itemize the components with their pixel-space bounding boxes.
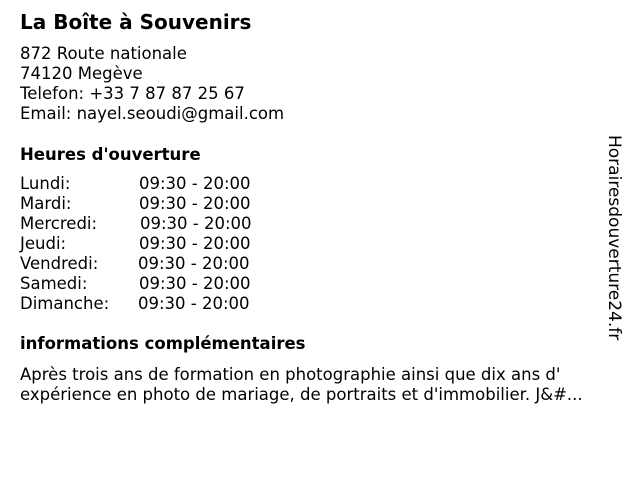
hours-time: 09:30 - 20:00 <box>139 194 251 213</box>
hours-time: 09:30 - 20:00 <box>138 294 250 313</box>
email-address: Email: nayel.seoudi@gmail.com <box>20 104 285 123</box>
hours-time: 09:30 - 20:00 <box>139 234 251 253</box>
hours-day: Jeudi: <box>20 234 67 253</box>
hours-time: 09:30 - 20:00 <box>139 274 251 293</box>
hours-time: 09:30 - 20:00 <box>139 174 251 193</box>
hours-row <box>20 214 280 234</box>
hours-day: Samedi: <box>20 274 88 293</box>
hours-day: Dimanche: <box>20 294 110 313</box>
opening-hours-list <box>20 174 280 314</box>
city-postal: 74120 Megève <box>20 64 143 83</box>
hours-day: Vendredi: <box>20 254 99 273</box>
hours-row <box>20 294 280 314</box>
contact-block <box>20 44 284 124</box>
hours-time: 09:30 - 20:00 <box>140 214 252 233</box>
info-line: expérience en photo de mariage, de portraits et d'immobilier. J&#... <box>20 385 583 404</box>
hours-row <box>20 194 280 214</box>
opening-hours-heading: Heures d'ouverture <box>20 145 201 164</box>
phone-number: Telefon: +33 7 87 87 25 67 <box>20 84 245 103</box>
hours-time: 09:30 - 20:00 <box>138 254 250 273</box>
business-name: La Boîte à Souvenirs <box>20 10 252 34</box>
street-address: 872 Route nationale <box>20 44 187 63</box>
hours-day: Mercredi: <box>20 214 98 233</box>
hours-row <box>20 254 280 274</box>
info-line: Après trois ans de formation en photographie ainsi que dix ans d' <box>20 365 561 384</box>
hours-day: Lundi: <box>20 174 71 193</box>
hours-day: Mardi: <box>20 194 72 213</box>
additional-info-heading: informations complémentaires <box>20 334 306 353</box>
hours-row <box>20 274 280 294</box>
additional-info-text <box>20 365 610 405</box>
site-watermark: Horairesdouverture24.fr <box>604 135 624 341</box>
hours-row <box>20 174 280 194</box>
hours-row <box>20 234 280 254</box>
